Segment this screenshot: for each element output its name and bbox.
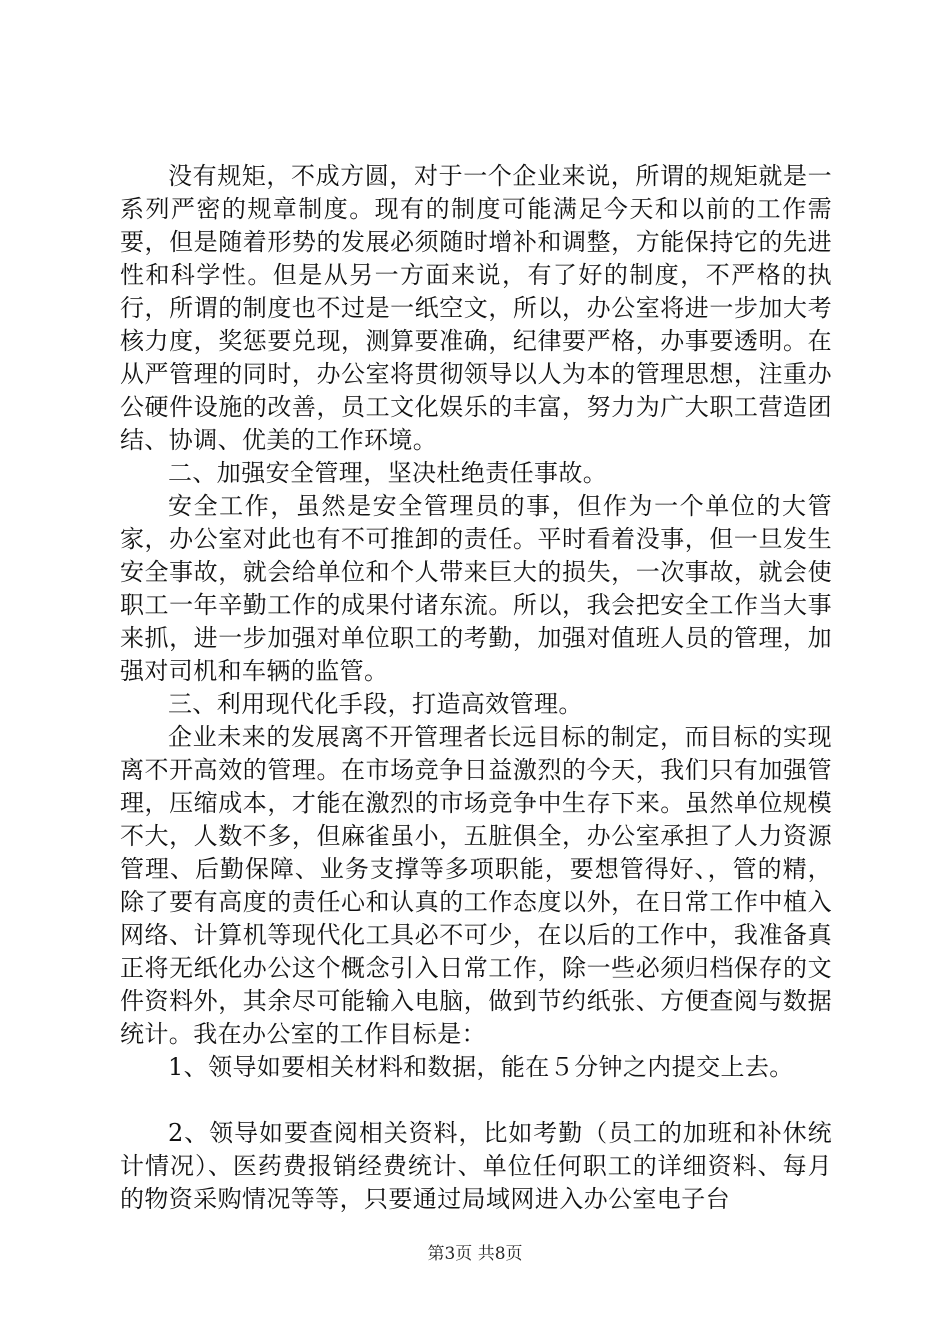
paragraph-rules-and-regulations: 没有规矩，不成方圆，对于一个企业来说，所谓的规矩就是一系列严密的规章制度。现有的制度可能满足今天和以前的工作需要，但是随着形势的发展必须随时增补和调整，方能保持它的先进性和科学性。但是从另一方面来说，有了好的制度，不严格的执行，所谓的制度也不过是一纸空文，所以，办公室将进一步加大考核力度，奖惩要兑现，测算要准确，纪律要严格，办事要透明。在从严管理的同时，办公室将贯彻领导以人为本的管理思想，注重办公硬件设施的改善，员工文化娱乐的丰富，努力为广大职工营造团结、协调、优美的工作环境。 — [120, 162, 832, 454]
heading-safety-management: 二、加强安全管理，坚决杜绝责任事故。 — [168, 459, 608, 487]
list-item-goal-1: 1、领导如要相关材料和数据，能在５分钟之内提交上去。 — [168, 1053, 794, 1081]
list-item-goal-2: 2、领导如要查阅相关资料，比如考勤（员工的加班和补休统计情况）、医药费报销经费统计、单位任何职工的详细资料、每月的物资采购情况等等，只要通过局域网进入办公室电子台 — [120, 1119, 832, 1213]
paragraph-safety-work: 安全工作，虽然是安全管理员的事，但作为一个单位的大管家，办公室对此也有不可推卸的责任。平时看着没事，但一旦发生安全事故，就会给单位和个人带来巨大的损失，一次事故，就会使职工一年辛勤工作的成果付诸东流。所以，我会把安全工作当大事来抓，进一步加强对单位职工的考勤，加强对值班人员的管理，加强对司机和车辆的监管。 — [120, 492, 832, 685]
page-number-footer: 第3页 共8页 — [427, 1244, 523, 1264]
heading-modern-management: 三、利用现代化手段，打造高效管理。 — [168, 690, 583, 718]
document-body — [120, 160, 832, 1216]
paragraph-future-development: 企业未来的发展离不开管理者长远目标的制定，而目标的实现离不开高效的管理。在市场竞争日益激烈的今天，我们只有加强管理，压缩成本，才能在激烈的市场竞争中生存下来。虽然单位规模不大，人数不多，但麻雀虽小，五脏俱全，办公室承担了人力资源管理、后勤保障、业务支撑等多项职能，要想管得好、，管的精，除了要有高度的责任心和认真的工作态度以外，在日常工作中植入网络、计算机等现代化工具必不可少，在以后的工作中，我准备真正将无纸化办公这个概念引入日常工作，除一些必须归档保存的文件资料外，其余尽可能输入电脑，做到节约纸张、方便查阅与数据统计。我在办公室的工作目标是： — [120, 723, 832, 1048]
